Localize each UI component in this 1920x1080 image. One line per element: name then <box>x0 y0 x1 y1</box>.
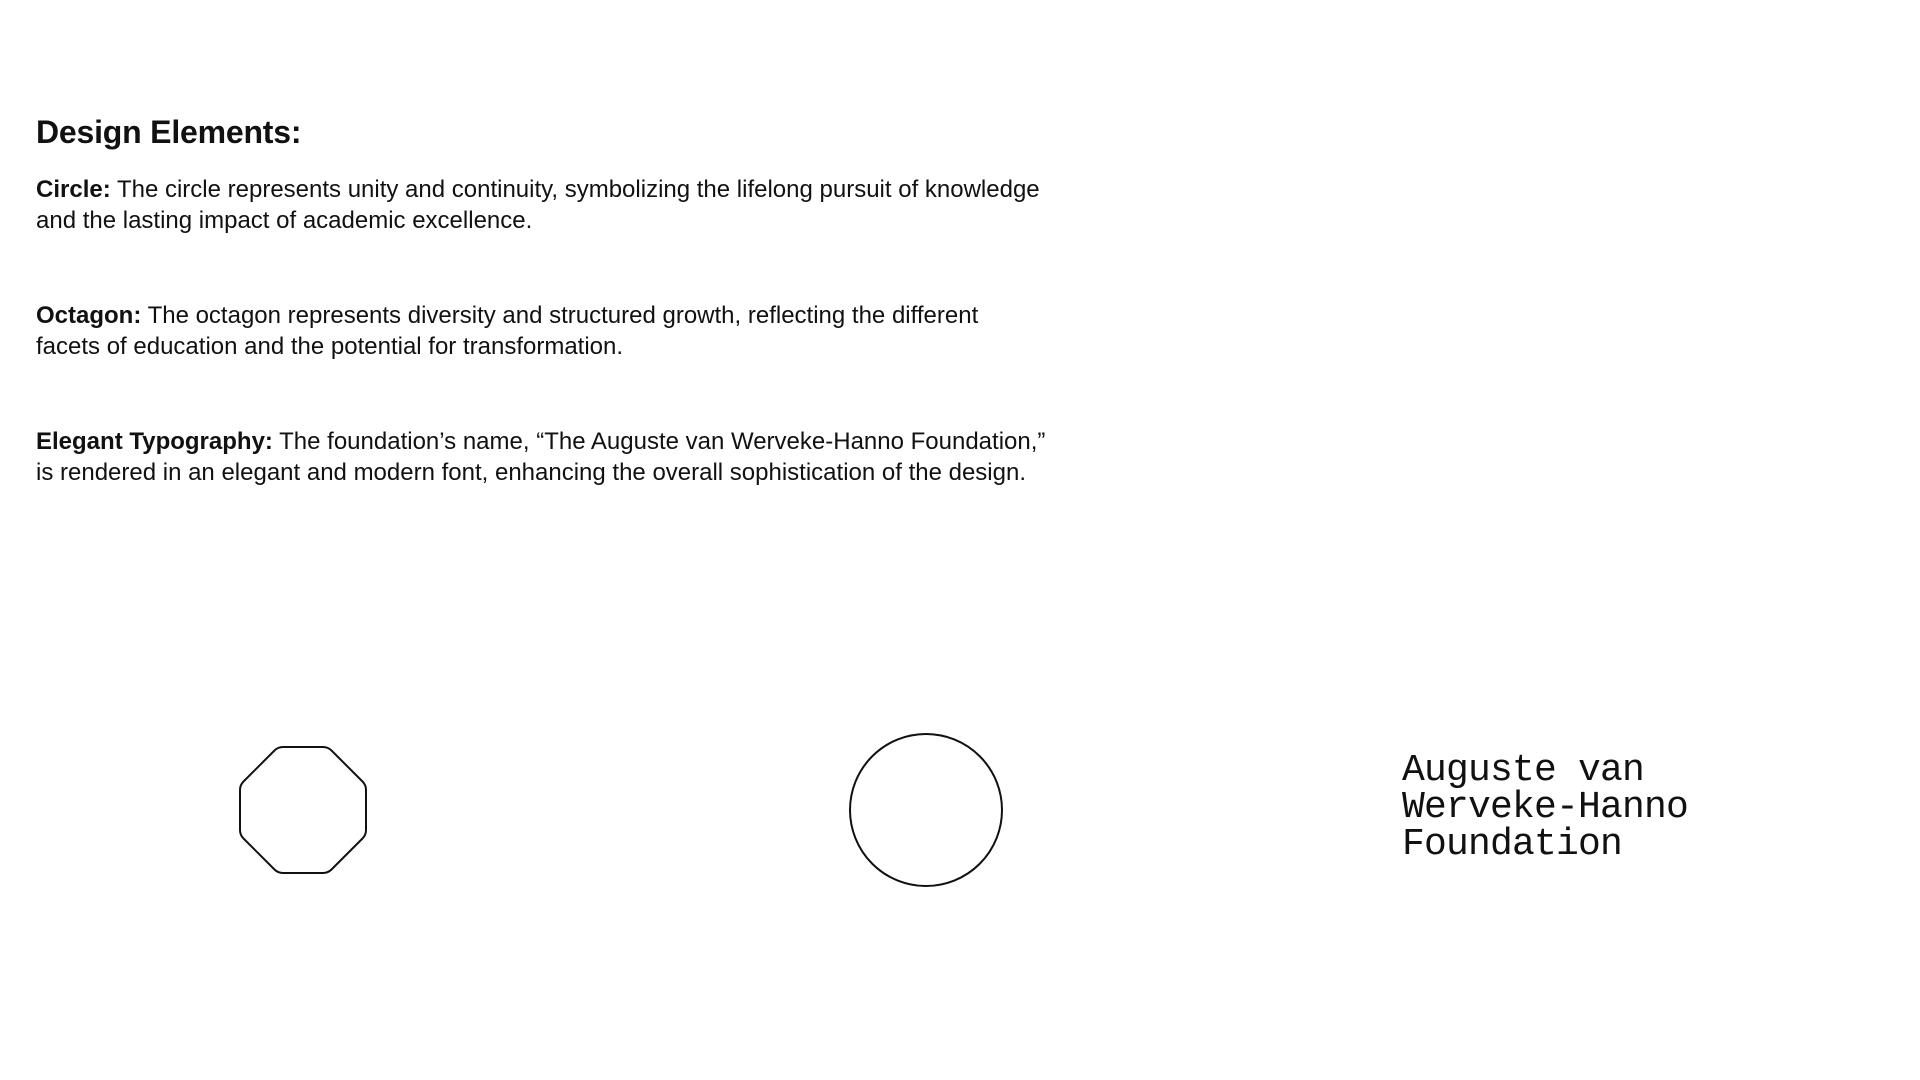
octagon-term: Octagon: <box>36 301 142 329</box>
design-elements-section <box>36 112 1046 488</box>
circle-description <box>36 174 1046 236</box>
octagon-outline <box>240 747 366 873</box>
octagon-icon <box>238 745 368 875</box>
section-heading: Design Elements: <box>36 114 302 150</box>
foundation-wordmark <box>1402 749 1689 866</box>
wordmark-line-1: Auguste van <box>1402 749 1645 792</box>
typography-term: Elegant Typography: <box>36 427 273 455</box>
circle-term: Circle: <box>36 175 111 203</box>
octagon-description <box>36 300 1046 362</box>
wordmark-line-3: Foundation <box>1402 823 1623 866</box>
circle-description-text: The circle represents unity and continuity, symbolizing the lifelong pursuit of knowledge and the lasting impact of academic excellence. <box>36 175 1040 234</box>
typography-description <box>36 426 1046 488</box>
circle-outline <box>850 734 1002 886</box>
typography-description-text: The foundation’s name, “The Auguste van Werveke-Hanno Foundation,” is rendered in an elegant and modern font, enhancing the overall sophistication of the design. <box>36 427 1046 486</box>
octagon-description-text: The octagon represents diversity and structured growth, reflecting the different facets of education and the potential for transformation. <box>36 301 979 360</box>
circle-icon <box>848 732 1004 888</box>
wordmark-line-2: Werveke-Hanno <box>1402 786 1689 829</box>
